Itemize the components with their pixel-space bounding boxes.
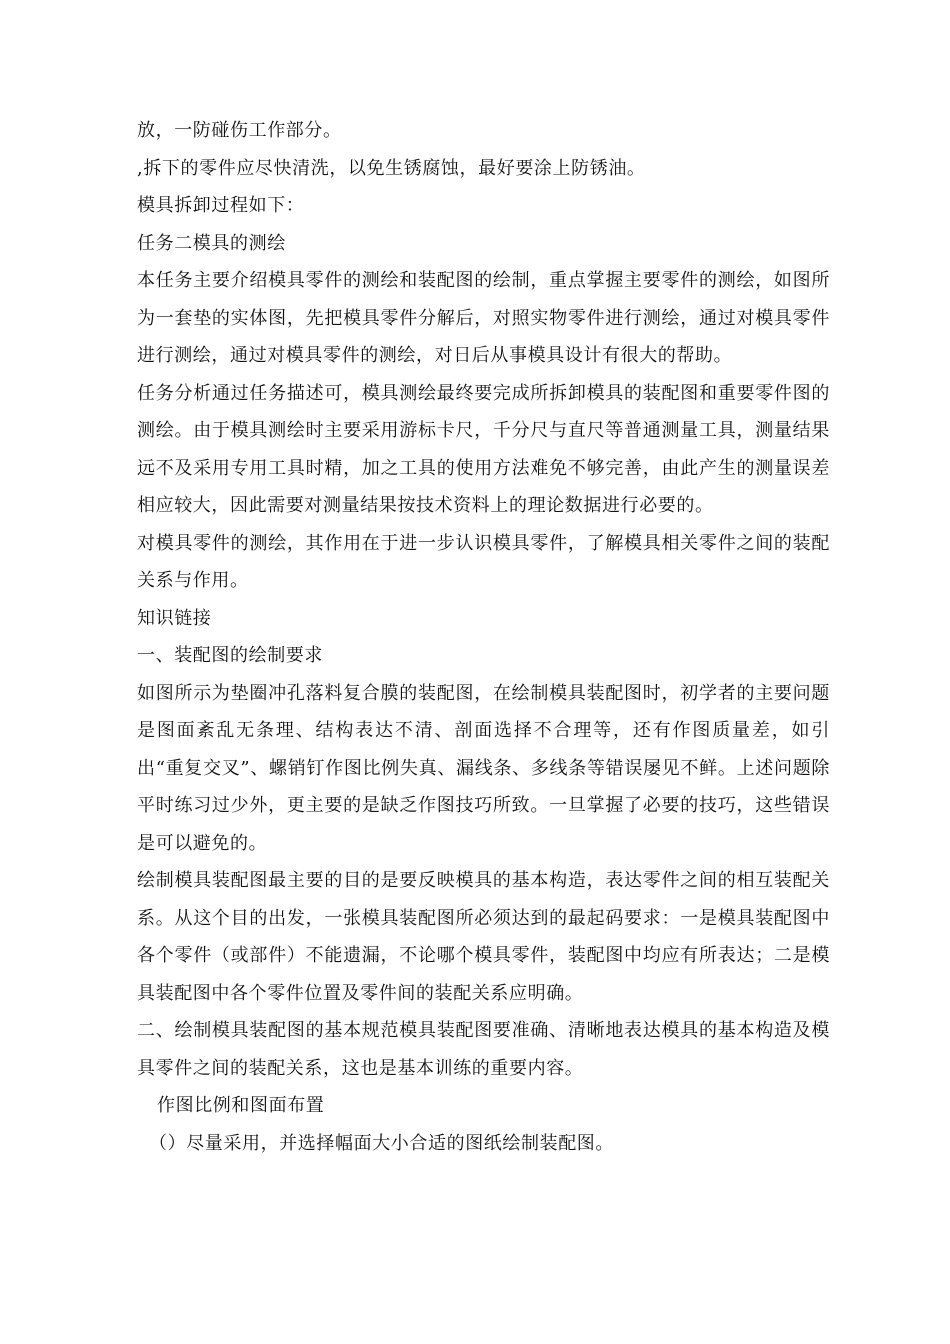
paragraph-2: ,拆下的零件应尽快清洗，以免生锈腐蚀，最好要涂上防锈油。 bbox=[137, 157, 646, 179]
subheading-scale-layout: 作图比例和图面布置 bbox=[157, 1095, 325, 1116]
paragraph-6: 任务分析通过任务描述可，模具测绘最终要完成所拆卸模具的装配图和重要零件图的测绘。由于模具测绘时主要采用游标卡尺，千分尺与直尺等普通测量工具，测量结果远不及采用专用工具时精，加之工具的使用方法难免不够完善，由此产生的测量误差相应较大，因此需要对测量结果按技术资料上的理论数据进行必要的。 bbox=[137, 382, 830, 516]
paragraph-11: 绘制模具装配图最主要的目的是要反映模具的基本构造，表达零件之间的相互装配关系。从这个目的出发，一张模具装配图所必须达到的最起码要求：一是模具装配图中各个零件（或部件）不能遗漏，不论哪个模具零件，装配图中均应有所表达；二是模具装配图中各个零件位置及零件间的装配关系应明确。 bbox=[137, 870, 830, 1004]
paragraph-12: 二、绘制模具装配图的基本规范模具装配图要准确、清晰地表达模具的基本构造及模具零件之间的装配关系，这也是基本训练的重要内容。 bbox=[137, 1020, 830, 1079]
section-heading-knowledge-link: 知识链接 bbox=[137, 607, 212, 629]
section-heading-assembly-requirements: 一、装配图的绘制要求 bbox=[137, 645, 323, 666]
section-heading-task-2: 任务二模具的测绘 bbox=[137, 232, 286, 254]
paragraph-7: 对模具零件的测绘，其作用在于进一步认识模具零件，了解模具相关零件之间的装配关系与作用。 bbox=[137, 532, 830, 591]
paragraph-5: 本任务主要介绍模具零件的测绘和装配图的绘制，重点掌握主要零件的测绘，如图所为一套垫的实体图，先把模具零件分解后，对照实物零件进行测绘，通过对模具零件进行测绘，通过对模具零件的测绘，对日后从事模具设计有很大的帮助。 bbox=[137, 270, 830, 366]
paragraph-14: （）尽量采用，并选择幅面大小合适的图纸绘制装配图。 bbox=[149, 1132, 614, 1154]
paragraph-3: 模具拆卸过程如下： bbox=[137, 195, 305, 216]
paragraph-1: 放，一防碰伤工作部分。 bbox=[137, 120, 342, 141]
paragraph-10: 如图所示为垫圈冲孔落料复合膜的装配图，在绘制模具装配图时，初学者的主要问题是图面紊乱无条理、结构表达不清、剖面选择不合理等，还有作图质量差，如引出“重复交叉”、螺销钉作图比例失真、漏线条、多线条等错误屡见不鲜。上述问题除平时练习过少外，更主要的是缺乏作图技巧所致。一旦掌握了必要的技巧，这些错误是可以避免的。 bbox=[137, 682, 830, 854]
